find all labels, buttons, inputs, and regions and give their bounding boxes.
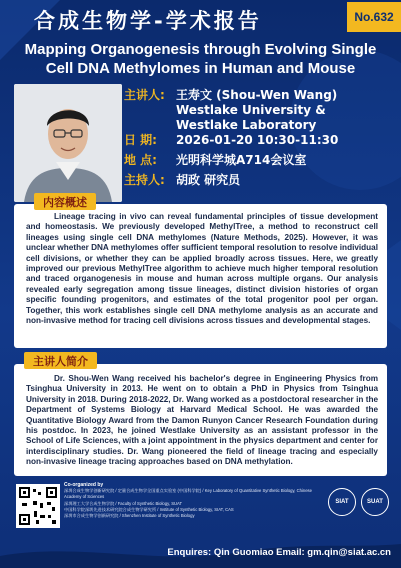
- qr-code[interactable]: [16, 484, 60, 528]
- venue-value: 光明科学城A714会议室: [176, 153, 307, 167]
- issue-number-badge: No.632: [347, 2, 401, 32]
- host-label: 主持人:: [124, 173, 165, 187]
- organizer-line: 深圳理工大学合成生物学院 / Faculty of Synthetic Biology, SUAT: [64, 500, 183, 506]
- qr-code-icon: [19, 487, 57, 525]
- organizer-line: 深圳市合成生物学创新研究院 / Shenzhen Institute of Synthetic Biology: [64, 513, 195, 519]
- organized-by-label: Co-organized by: [64, 482, 104, 488]
- speaker-portrait-icon: [14, 84, 122, 202]
- bio-panel: [14, 364, 387, 476]
- enquiries-contact: Enquires: Qin Guomiao Email: gm.qin@siat.ac.cn: [167, 547, 391, 558]
- institution-logos: [328, 488, 392, 518]
- organizer-line: 深圳合成生物学创新研究院 / 定量合成生物学全国重点实验室 (中国科学院) / Key Laboratory of Quantitative Synthetic Biology, Chinese Academy of Sciences: [64, 488, 312, 500]
- siat-logo: SIAT: [328, 488, 356, 516]
- organizers: [64, 482, 326, 519]
- bio-text: Dr. Shou-Wen Wang received his bachelor's degree in Engineering Physics from Tsinghua University in 2013. He went on to obtain a PhD in Physics from Tsinghua University in 2018. During 2018-2022, Dr. Wang worked as a postdoctoral researcher in the Department of Systems Biology at Harvard Medical School. He was awarded the Quantitative Biology Award from the Damon Runyon Cancer Research Foundation during his postdoc. In 2023, he joined Westlake University as an assistant professor in the School of Life Sciences, with a joint appointment in the physics department and center for interdisciplinary studies. Dr. Wang pioneered the field of lineage tracing and especially non-invasive lineage tracing approaches based on DNA methylation.: [26, 374, 378, 467]
- header-bar: [0, 0, 401, 36]
- series-title: 合成生物学-学术报告: [34, 9, 262, 33]
- organizer-line: 中国科学院深圳先进技术研究院合成生物学研究所 / Institute of Synthetic Biology, SIAT, CAS: [64, 506, 234, 512]
- abstract-tag: 内容概述: [34, 193, 96, 210]
- speaker-label: 主讲人:: [124, 88, 165, 102]
- suat-logo: SUAT: [361, 488, 389, 516]
- footer: [0, 478, 401, 568]
- abstract-panel: [14, 204, 387, 348]
- date-value: 2026-01-20 10:30-11:30: [176, 133, 339, 147]
- venue-label: 地 点:: [124, 153, 157, 167]
- speaker-name: 王寿文 (Shou-Wen Wang) Westlake University & Westlake Laboratory: [176, 88, 338, 132]
- date-label: 日 期:: [124, 133, 157, 147]
- talk-title: Mapping Organogenesis through Evolving Single Cell DNA Methylomes in Human and Mouse: [24, 41, 377, 77]
- bio-tag: 主讲人简介: [24, 352, 97, 369]
- abstract-text: Lineage tracing in vivo can reveal fundamental principles of tissue development and homeostasis. We previously developed MethylTree, a method to reconstruct cell lineages using single cell DNA methylomes (Nature Methods, 2025). However, it was unclear whether DNA methylomes offer sufficient temporal resolution to resolve individual cell divisions, or whether they can be applied broadly across tissues. Here, we greatly improved our previous MethylTree algorithm to achieve much higher temporal resolution and traced organogenesis in mouse and human across multiple organs. Our analysis revealed early segregation among tissue lineages, distinct division histories of organ specific founding progenitors, and estimates of the total progenitor pool per organ. Together, this work establishes single cell DNA methylome analysis as an accurate and non-invasive method for tracing cell divisions across tissues and developmental stages.: [26, 212, 378, 326]
- speaker-photo: [14, 84, 122, 202]
- host-value: 胡政 研究员: [176, 173, 241, 187]
